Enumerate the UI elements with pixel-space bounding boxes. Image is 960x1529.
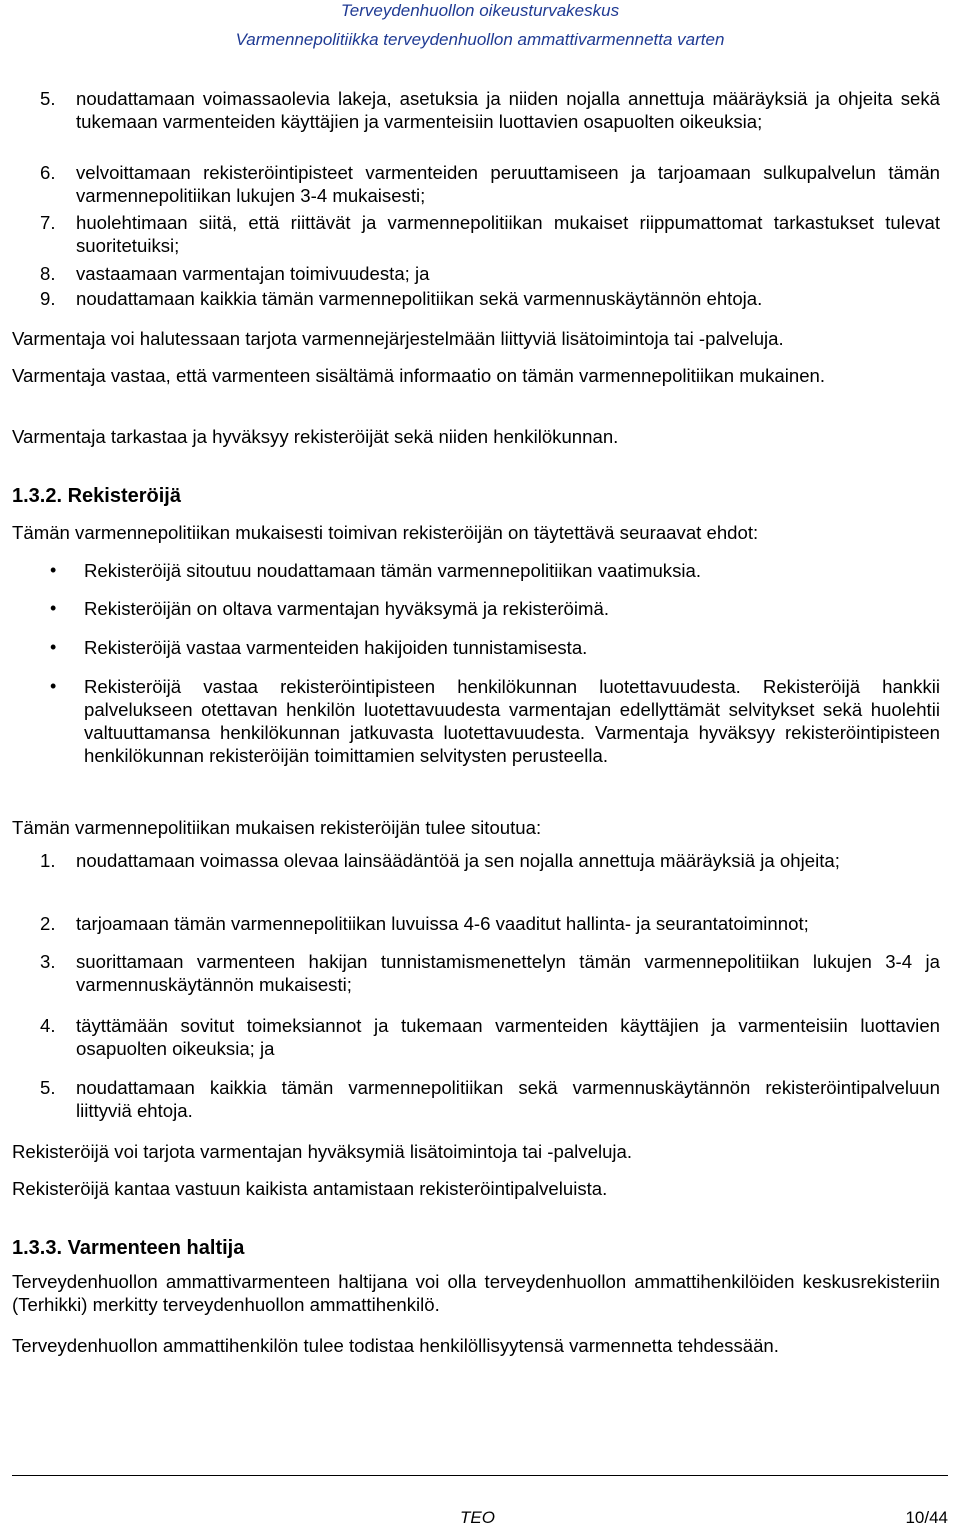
paragraph: Rekisteröijä voi tarjota varmentajan hyväksymiä lisätoimintoja tai -palveluja. bbox=[12, 1141, 633, 1162]
list-item bbox=[40, 287, 940, 310]
list-item bbox=[40, 950, 940, 996]
bullet-item bbox=[50, 675, 940, 767]
paragraph: Varmentaja tarkastaa ja hyväksyy rekisteröijät sekä niiden henkilökunnan. bbox=[12, 426, 619, 447]
list-number: 7. bbox=[40, 212, 56, 233]
bullet-text: Rekisteröijä vastaa rekisteröintipisteen henkilökunnan luotettavuudesta. Rekisteröijä hankkii palvelukseen otettavan henkilön luotettavuudesta varmentajan edellyttämät selvitykset sekä huolehtii valtuuttamansa henkilökunnan jatkuvasta luotettavuudesta. Varmentaja hyväksyy rekisteröintipisteen henkilökunnan rekisteröijän toimittamien selvitysten perusteella. bbox=[84, 676, 940, 766]
list-number: 4. bbox=[40, 1015, 56, 1036]
list-number: 6. bbox=[40, 162, 56, 183]
page-number: 10/44 bbox=[905, 1508, 948, 1527]
list-item bbox=[40, 262, 940, 285]
paragraph: Terveydenhuollon ammattivarmenteen haltijana voi olla terveydenhuollon ammattihenkilöiden keskusrekisteriin (Terhikki) merkitty terveydenhuollon ammattihenkilö. bbox=[12, 1271, 940, 1315]
header-organization: Terveydenhuollon oikeusturvakeskus bbox=[340, 1, 620, 20]
paragraph: Rekisteröijä kantaa vastuun kaikista antamistaan rekisteröintipalveluista. bbox=[12, 1178, 608, 1199]
bullet-icon: • bbox=[50, 598, 57, 618]
list-item bbox=[40, 87, 940, 133]
list-number: 5. bbox=[40, 88, 56, 109]
list-item bbox=[40, 161, 940, 207]
list-text: noudattamaan voimassa olevaa lainsäädäntöä ja sen nojalla annettuja määräyksiä ja ohjeita; bbox=[76, 850, 840, 871]
section-heading: 1.3.2. Rekisteröijä bbox=[12, 485, 181, 507]
list-number: 2. bbox=[40, 913, 56, 934]
bullet-icon: • bbox=[50, 637, 57, 657]
bullet-text: Rekisteröijä vastaa varmenteiden hakijoiden tunnistamisesta. bbox=[84, 637, 588, 658]
bullet-icon: • bbox=[50, 676, 57, 696]
list-text: tarjoamaan tämän varmennepolitiikan luvuissa 4-6 vaaditut hallinta- ja seurantatoiminnot; bbox=[76, 913, 809, 934]
paragraph: Tämän varmennepolitiikan mukaisen rekisteröijän tulee sitoutua: bbox=[12, 817, 542, 838]
list-text: suorittamaan varmenteen hakijan tunnistamismenettelyn tämän varmennepolitiikan lukujen 3-4 ja varmennuskäytännön mukaisesti; bbox=[76, 951, 940, 995]
paragraph: Terveydenhuollon ammattihenkilön tulee todistaa henkilöllisyytensä varmennetta tehdessään. bbox=[12, 1335, 779, 1356]
list-number: 9. bbox=[40, 288, 56, 309]
section-heading: 1.3.3. Varmenteen haltija bbox=[12, 1237, 245, 1259]
list-text: täyttämään sovitut toimeksiannot ja tukemaan varmenteiden käyttäjien ja varmenteisiin luottavien osapuolten oikeuksia; ja bbox=[76, 1015, 940, 1059]
paragraph: Varmentaja voi halutessaan tarjota varmennejärjestelmään liittyviä lisätoimintoja tai -palveluja. bbox=[12, 328, 784, 349]
paragraph: Tämän varmennepolitiikan mukaisesti toimivan rekisteröijän on täytettävä seuraavat ehdot: bbox=[12, 522, 759, 543]
paragraph: Varmentaja vastaa, että varmenteen sisältämä informaatio on tämän varmennepolitiikan mukainen. bbox=[12, 365, 826, 386]
bullet-text: Rekisteröijä sitoutuu noudattamaan tämän varmennepolitiikan vaatimuksia. bbox=[84, 560, 702, 581]
list-text: noudattamaan kaikkia tämän varmennepolitiikan sekä varmennuskäytännön rekisteröintipalveluun liittyviä ehtoja. bbox=[76, 1077, 940, 1121]
footer-label: TEO bbox=[460, 1508, 495, 1527]
header-document-title: Varmennepolitiikka terveydenhuollon ammattivarmennetta varten bbox=[235, 30, 725, 49]
list-item bbox=[40, 1014, 940, 1060]
list-number: 1. bbox=[40, 850, 56, 871]
list-item bbox=[40, 211, 940, 257]
bullet-icon: • bbox=[50, 560, 57, 580]
list-text: huolehtimaan siitä, että riittävät ja varmennepolitiikan mukaiset riippumattomat tarkastukset tulevat suoritetuiksi; bbox=[76, 212, 940, 256]
bullet-item bbox=[50, 597, 940, 620]
list-number: 3. bbox=[40, 951, 56, 972]
list-number: 5. bbox=[40, 1077, 56, 1098]
bullet-item bbox=[50, 559, 940, 582]
list-item bbox=[40, 849, 940, 872]
bullet-text: Rekisteröijän on oltava varmentajan hyväksymä ja rekisteröimä. bbox=[84, 598, 609, 619]
list-item bbox=[40, 1076, 940, 1122]
list-text: vastaamaan varmentajan toimivuudesta; ja bbox=[76, 263, 430, 284]
list-text: noudattamaan kaikkia tämän varmennepolitiikan sekä varmennuskäytännön ehtoja. bbox=[76, 288, 763, 309]
list-text: velvoittamaan rekisteröintipisteet varmenteiden peruuttamiseen ja tarjoamaan sulkupalvelun tämän varmennepolitiikan lukujen 3-4 mukaisesti; bbox=[76, 162, 940, 206]
list-number: 8. bbox=[40, 263, 56, 284]
list-text: noudattamaan voimassaolevia lakeja, asetuksia ja niiden nojalla annettuja määräyksiä ja ohjeita sekä tukemaan varmenteiden käyttäjien ja varmenteisiin luottavien osapuolten oikeuksia; bbox=[76, 88, 940, 132]
bullet-item bbox=[50, 636, 940, 659]
footer-divider bbox=[12, 1475, 948, 1476]
list-item bbox=[40, 912, 940, 935]
